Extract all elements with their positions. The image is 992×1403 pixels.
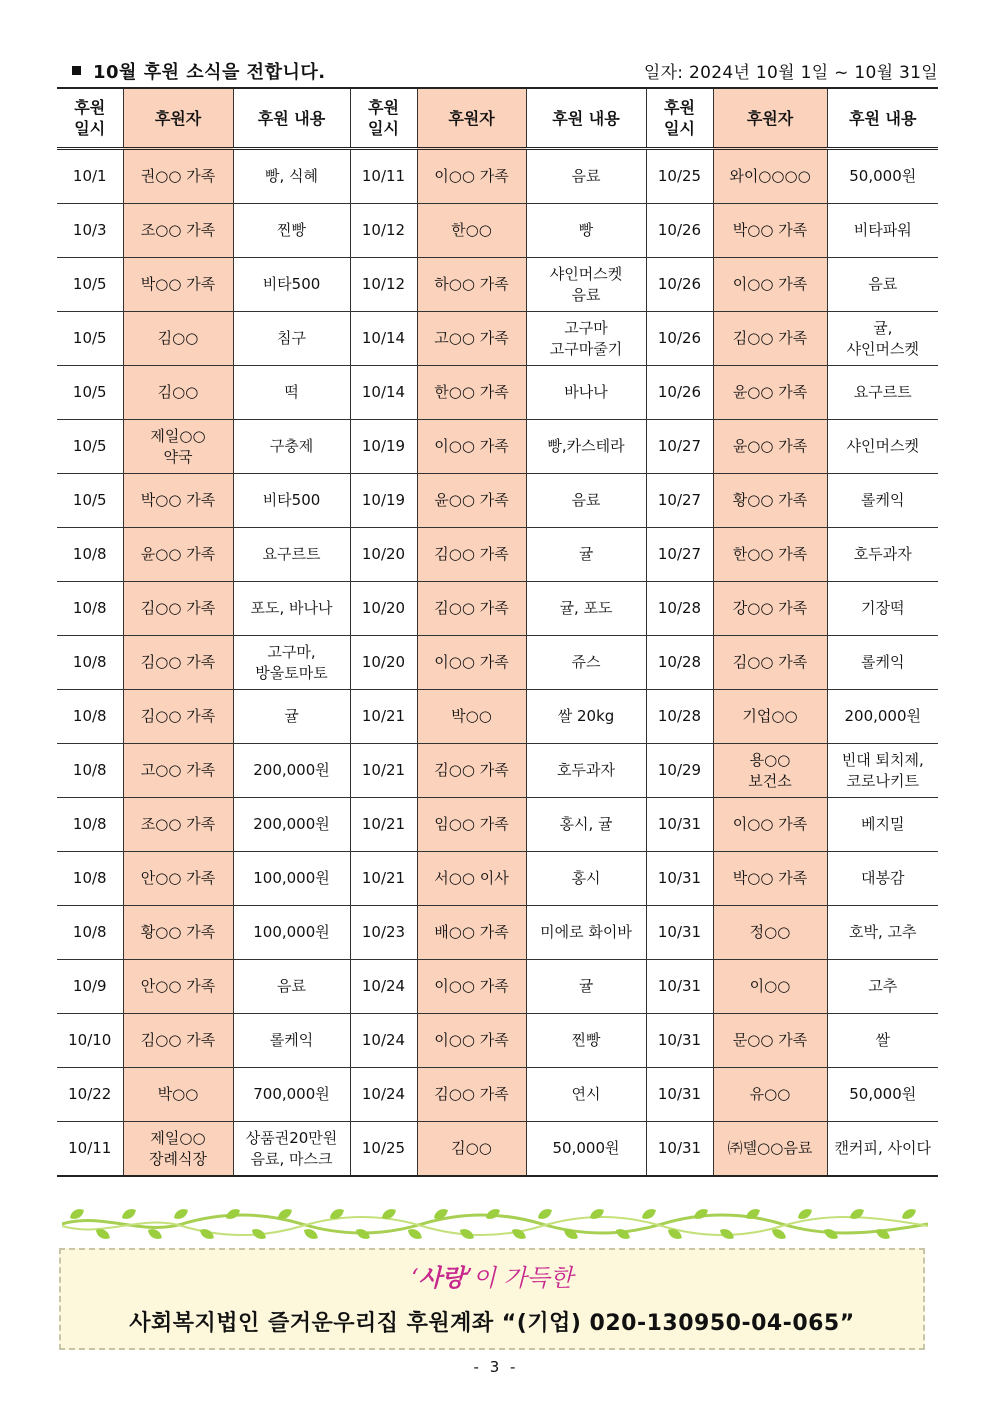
donor-cell: 김○○ 가족	[123, 690, 233, 744]
donor-cell: 윤○○ 가족	[713, 366, 827, 420]
content-cell: 50,000원	[827, 149, 938, 204]
date-cell: 10/25	[646, 149, 713, 204]
donor-cell: 김○○	[123, 366, 233, 420]
donor-cell: 배○○ 가족	[417, 906, 526, 960]
date-cell: 10/8	[57, 798, 123, 852]
account-box	[59, 1248, 925, 1350]
content-cell: 침구	[233, 312, 350, 366]
date-cell: 10/29	[646, 744, 713, 798]
content-cell: 비타500	[233, 474, 350, 528]
date-cell: 10/24	[350, 1014, 417, 1068]
date-cell: 10/9	[57, 960, 123, 1014]
content-cell: 롤케익	[233, 1014, 350, 1068]
date-cell: 10/8	[57, 690, 123, 744]
header-cell: 후원 내용	[526, 88, 646, 149]
date-cell: 10/31	[646, 852, 713, 906]
leaf-icon	[900, 1206, 918, 1221]
table-row	[57, 366, 938, 420]
donor-cell: 김○○ 가족	[713, 312, 827, 366]
date-cell: 10/24	[350, 1068, 417, 1122]
date-cell: 10/8	[57, 582, 123, 636]
donor-cell: ㈜델○○음료	[713, 1122, 827, 1177]
date-cell: 10/21	[350, 852, 417, 906]
content-cell: 찐빵	[526, 1014, 646, 1068]
date-cell: 10/21	[350, 744, 417, 798]
table-row	[57, 960, 938, 1014]
content-cell: 빵, 식혜	[233, 149, 350, 204]
donor-cell: 김○○	[417, 1122, 526, 1177]
date-cell: 10/19	[350, 474, 417, 528]
content-cell: 연시	[526, 1068, 646, 1122]
date-cell: 10/14	[350, 312, 417, 366]
leaf-icon	[536, 1206, 554, 1221]
leaf-icon	[640, 1206, 658, 1221]
content-cell: 대봉감	[827, 852, 938, 906]
date-cell: 10/20	[350, 528, 417, 582]
donor-cell: 조○○ 가족	[123, 798, 233, 852]
content-cell: 고구마 고구마줄기	[526, 312, 646, 366]
table-row	[57, 798, 938, 852]
donor-cell: 이○○ 가족	[417, 420, 526, 474]
content-cell: 음료	[233, 960, 350, 1014]
table-header-row	[57, 88, 938, 149]
content-cell: 빵	[526, 204, 646, 258]
table-row	[57, 636, 938, 690]
date-cell: 10/31	[646, 960, 713, 1014]
date-cell: 10/24	[350, 960, 417, 1014]
leaf-icon	[198, 1226, 216, 1241]
date-cell: 10/26	[646, 366, 713, 420]
content-cell: 100,000원	[233, 906, 350, 960]
leaf-icon	[614, 1226, 632, 1241]
table-row	[57, 906, 938, 960]
content-cell: 50,000원	[827, 1068, 938, 1122]
content-cell: 베지밀	[827, 798, 938, 852]
header-cell: 후원 일시	[646, 88, 713, 149]
date-cell: 10/31	[646, 1122, 713, 1177]
table-row	[57, 149, 938, 204]
slogan: ‘사랑’이 가득한	[410, 1263, 574, 1292]
date-cell: 10/8	[57, 744, 123, 798]
leaf-icon	[588, 1206, 606, 1221]
content-cell: 고추	[827, 960, 938, 1014]
donor-cell: 김○○ 가족	[417, 744, 526, 798]
date-cell: 10/25	[350, 1122, 417, 1177]
header-cell: 후원 내용	[827, 88, 938, 149]
date-cell: 10/5	[57, 420, 123, 474]
content-cell: 요구르트	[827, 366, 938, 420]
donor-cell: 안○○ 가족	[123, 960, 233, 1014]
content-cell: 귤	[526, 528, 646, 582]
donor-cell: 서○○ 이사	[417, 852, 526, 906]
donor-cell: 이○○ 가족	[417, 636, 526, 690]
date-cell: 10/31	[646, 906, 713, 960]
donor-cell: 박○○ 가족	[713, 852, 827, 906]
table-row	[57, 420, 938, 474]
content-cell: 100,000원	[233, 852, 350, 906]
content-cell: 구충제	[233, 420, 350, 474]
date-cell: 10/5	[57, 312, 123, 366]
donor-cell: 기업○○	[713, 690, 827, 744]
content-cell: 귤, 샤인머스켓	[827, 312, 938, 366]
header-cell: 후원자	[417, 88, 526, 149]
date-cell: 10/21	[350, 798, 417, 852]
donor-cell: 박○○ 가족	[713, 204, 827, 258]
content-cell: 호박, 고추	[827, 906, 938, 960]
donor-cell: 박○○ 가족	[123, 258, 233, 312]
content-cell: 상품권20만원 음료, 마스크	[233, 1122, 350, 1177]
leaf-icon	[510, 1226, 528, 1241]
table-body	[57, 149, 938, 1177]
content-cell: 홍시, 귤	[526, 798, 646, 852]
date-cell: 10/23	[350, 906, 417, 960]
donor-cell: 김○○ 가족	[123, 636, 233, 690]
content-cell: 홍시	[526, 852, 646, 906]
content-cell: 찐빵	[233, 204, 350, 258]
donor-cell: 임○○ 가족	[417, 798, 526, 852]
table-row	[57, 1014, 938, 1068]
vine-decoration	[62, 1204, 928, 1244]
date-cell: 10/8	[57, 528, 123, 582]
table-row	[57, 690, 938, 744]
content-cell: 음료	[526, 474, 646, 528]
content-cell: 200,000원	[827, 690, 938, 744]
table-row	[57, 474, 938, 528]
date-cell: 10/28	[646, 636, 713, 690]
content-cell: 롤케익	[827, 636, 938, 690]
date-cell: 10/26	[646, 258, 713, 312]
content-cell: 50,000원	[526, 1122, 646, 1177]
content-cell: 미에로 화이바	[526, 906, 646, 960]
square-bullet-icon	[72, 66, 81, 75]
donor-cell: 고○○ 가족	[123, 744, 233, 798]
page-title-text: 10월 후원 소식을 전합니다.	[93, 62, 326, 83]
donor-cell: 이○○ 가족	[417, 960, 526, 1014]
donor-cell: 박○○	[123, 1068, 233, 1122]
date-cell: 10/12	[350, 258, 417, 312]
date-cell: 10/26	[646, 204, 713, 258]
donor-cell: 고○○ 가족	[417, 312, 526, 366]
header-bar	[72, 56, 938, 84]
content-cell: 호두과자	[827, 528, 938, 582]
table-row	[57, 744, 938, 798]
leaf-icon	[172, 1206, 190, 1221]
donor-cell: 용○○ 보건소	[713, 744, 827, 798]
donor-cell: 황○○ 가족	[713, 474, 827, 528]
leaf-icon	[692, 1206, 710, 1221]
content-cell: 음료	[526, 149, 646, 204]
date-cell: 10/5	[57, 366, 123, 420]
page-title	[72, 58, 326, 84]
table-row	[57, 1122, 938, 1177]
date-value: 2024년 10월 1일 ~ 10월 31일	[689, 63, 938, 83]
date-cell: 10/31	[646, 798, 713, 852]
content-cell: 쥬스	[526, 636, 646, 690]
donor-cell: 김○○ 가족	[123, 582, 233, 636]
donor-cell: 조○○ 가족	[123, 204, 233, 258]
leaf-icon	[848, 1206, 866, 1221]
content-cell: 귤, 포도	[526, 582, 646, 636]
donor-cell: 이○○ 가족	[417, 149, 526, 204]
table-row	[57, 1068, 938, 1122]
donor-cell: 이○○	[713, 960, 827, 1014]
header-cell: 후원자	[123, 88, 233, 149]
donor-cell: 이○○ 가족	[417, 1014, 526, 1068]
content-cell: 호두과자	[526, 744, 646, 798]
donor-cell: 김○○ 가족	[417, 1068, 526, 1122]
date-cell: 10/11	[57, 1122, 123, 1177]
donor-cell: 제일○○ 장례식장	[123, 1122, 233, 1177]
content-cell: 쌀	[827, 1014, 938, 1068]
donation-table	[57, 87, 938, 1177]
date-cell: 10/14	[350, 366, 417, 420]
content-cell: 기장떡	[827, 582, 938, 636]
donor-cell: 하○○ 가족	[417, 258, 526, 312]
table-row	[57, 312, 938, 366]
content-cell: 700,000원	[233, 1068, 350, 1122]
content-cell: 요구르트	[233, 528, 350, 582]
date-cell: 10/1	[57, 149, 123, 204]
content-cell: 200,000원	[233, 744, 350, 798]
donor-cell: 유○○	[713, 1068, 827, 1122]
date-cell: 10/19	[350, 420, 417, 474]
content-cell: 고구마, 방울토마토	[233, 636, 350, 690]
date-cell: 10/11	[350, 149, 417, 204]
donor-cell: 이○○ 가족	[713, 258, 827, 312]
donor-cell: 와이○○○○	[713, 149, 827, 204]
date-cell: 10/8	[57, 852, 123, 906]
content-cell: 빈대 퇴치제, 코로나키트	[827, 744, 938, 798]
date-cell: 10/3	[57, 204, 123, 258]
date-range	[644, 58, 938, 83]
content-cell: 포도, 바나나	[233, 582, 350, 636]
header-cell: 후원 내용	[233, 88, 350, 149]
table-row	[57, 852, 938, 906]
account-line: 사회복지법인 즐거운우리집 후원계좌 “(기업) 020-130950-04-065”	[129, 1311, 855, 1336]
donor-cell: 김○○ 가족	[123, 1014, 233, 1068]
donor-cell: 권○○ 가족	[123, 149, 233, 204]
donor-cell: 황○○ 가족	[123, 906, 233, 960]
donor-cell: 윤○○ 가족	[123, 528, 233, 582]
content-cell: 샤인머스켓 음료	[526, 258, 646, 312]
content-cell: 귤	[526, 960, 646, 1014]
donor-cell: 한○○	[417, 204, 526, 258]
date-label: 일자:	[643, 63, 684, 83]
date-cell: 10/22	[57, 1068, 123, 1122]
donor-cell: 윤○○ 가족	[417, 474, 526, 528]
donor-cell: 박○○ 가족	[123, 474, 233, 528]
donor-cell: 강○○ 가족	[713, 582, 827, 636]
date-cell: 10/20	[350, 636, 417, 690]
date-cell: 10/31	[646, 1014, 713, 1068]
header-cell: 후원 일시	[350, 88, 417, 149]
donor-cell: 한○○ 가족	[713, 528, 827, 582]
table-row	[57, 528, 938, 582]
date-cell: 10/27	[646, 420, 713, 474]
content-cell: 200,000원	[233, 798, 350, 852]
date-cell: 10/27	[646, 474, 713, 528]
date-cell: 10/21	[350, 690, 417, 744]
content-cell: 비타파워	[827, 204, 938, 258]
content-cell: 음료	[827, 258, 938, 312]
donor-cell: 이○○ 가족	[713, 798, 827, 852]
donor-cell: 김○○ 가족	[417, 582, 526, 636]
content-cell: 귤	[233, 690, 350, 744]
date-cell: 10/8	[57, 636, 123, 690]
content-cell: 떡	[233, 366, 350, 420]
donor-cell: 정○○	[713, 906, 827, 960]
content-cell: 캔커피, 사이다	[827, 1122, 938, 1177]
date-cell: 10/28	[646, 582, 713, 636]
donor-cell: 김○○ 가족	[417, 528, 526, 582]
date-cell: 10/31	[646, 1068, 713, 1122]
date-cell: 10/5	[57, 474, 123, 528]
date-cell: 10/5	[57, 258, 123, 312]
content-cell: 바나나	[526, 366, 646, 420]
slogan-quoted: 사랑	[418, 1263, 465, 1292]
date-cell: 10/8	[57, 906, 123, 960]
donor-cell: 안○○ 가족	[123, 852, 233, 906]
content-cell: 롤케익	[827, 474, 938, 528]
donor-cell: 제일○○ 약국	[123, 420, 233, 474]
date-cell: 10/27	[646, 528, 713, 582]
table-row	[57, 582, 938, 636]
content-cell: 쌀 20kg	[526, 690, 646, 744]
leaf-icon	[120, 1206, 138, 1221]
table-row	[57, 204, 938, 258]
donor-cell: 김○○	[123, 312, 233, 366]
slogan-rest: 이 가득한	[472, 1264, 574, 1292]
date-cell: 10/20	[350, 582, 417, 636]
header-cell: 후원 일시	[57, 88, 123, 149]
table-row	[57, 258, 938, 312]
donor-cell: 윤○○ 가족	[713, 420, 827, 474]
header-cell: 후원자	[713, 88, 827, 149]
content-cell: 빵,카스테라	[526, 420, 646, 474]
donor-cell: 문○○ 가족	[713, 1014, 827, 1068]
date-cell: 10/28	[646, 690, 713, 744]
date-cell: 10/26	[646, 312, 713, 366]
donor-cell: 박○○	[417, 690, 526, 744]
page-number: - 3 -	[473, 1358, 519, 1376]
donor-cell: 김○○ 가족	[713, 636, 827, 690]
content-cell: 샤인머스켓	[827, 420, 938, 474]
content-cell: 비타500	[233, 258, 350, 312]
date-cell: 10/10	[57, 1014, 123, 1068]
date-cell: 10/12	[350, 204, 417, 258]
donor-cell: 한○○ 가족	[417, 366, 526, 420]
